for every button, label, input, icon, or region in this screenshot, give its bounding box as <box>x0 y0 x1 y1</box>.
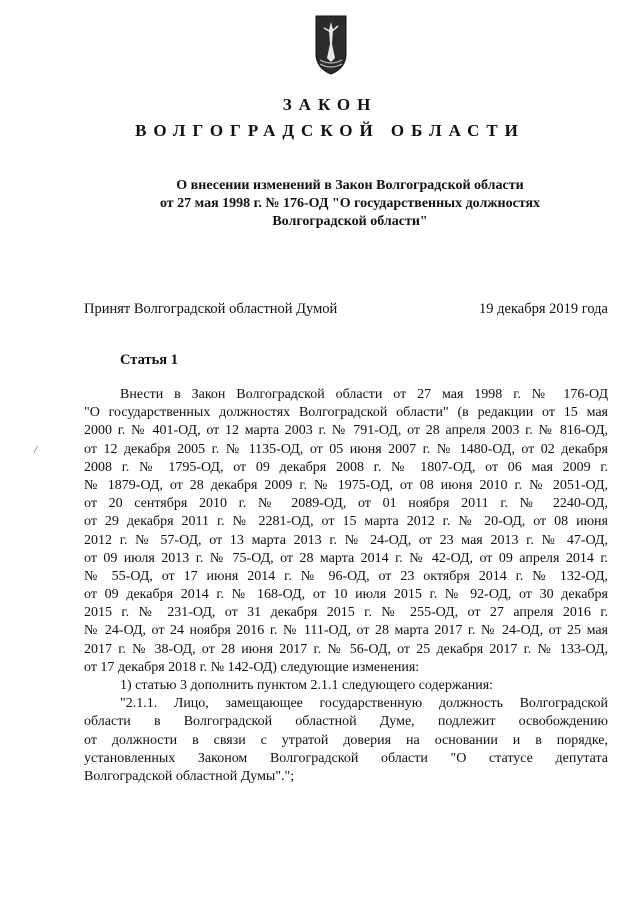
paragraph-line: № 55-ОД, от 17 июня 2014 г. № 96-ОД, от 23 октября 2014 г. № 132-ОД, <box>84 568 608 584</box>
paragraph-line: от 20 сентября 2010 г. № 2089-ОД, от 01 ноября 2011 г. № 2240-ОД, <box>84 496 608 512</box>
paragraph-line: от 29 декабря 2011 г. № 2281-ОД, от 15 марта 2012 г. № 20-ОД, от 08 июня <box>84 514 608 530</box>
quote-line: Волгоградской областной Думы"."; <box>84 768 295 784</box>
paragraph-line: от 09 июля 2013 г. № 75-ОД, от 28 марта 2014 г. № 42-ОД, от 09 апреля 2014 г. <box>84 550 608 566</box>
paragraph-line: 2008 г. № 1795-ОД, от 09 декабря 2008 г. № 1807-ОД, от 06 мая 2009 г. <box>84 459 608 475</box>
paragraph-line: 2012 г. № 57-ОД, от 13 марта 2013 г. № 24-ОД, от 23 мая 2013 г. № 47-ОД, <box>84 532 608 548</box>
subject-line: О внесении изменений в Закон Волгоградской области <box>176 178 524 193</box>
quote-line: области в Волгоградской областной Думе, подлежит освобождению <box>84 714 608 730</box>
adoption-date: 19 декабря 2019 года <box>479 301 608 317</box>
paragraph-line: "О государственных должностях Волгоградской области" (в редакции от 15 мая <box>84 405 608 421</box>
paragraph-line: 2015 г. № 231-ОД, от 31 декабря 2015 г. № 255-ОД, от 27 апреля 2016 г. <box>84 605 608 621</box>
paragraph-line: № 24-ОД, от 24 ноября 2016 г. № 111-ОД, от 28 марта 2017 г. № 24-ОД, от 25 мая <box>84 623 608 639</box>
coat-of-arms-icon <box>314 14 348 76</box>
article-heading: Статья 1 <box>120 352 178 368</box>
subject-line: от 27 мая 1998 г. № 176-ОД "О государственных должностях <box>159 196 541 211</box>
paragraph-line: Внести в Закон Волгоградской области от 27 мая 1998 г. № 176-ОД <box>120 387 608 402</box>
paragraph-line: от 09 декабря 2014 г. № 168-ОД, от 10 июля 2015 г. № 92-ОД, от 30 декабря <box>84 587 608 603</box>
paragraph-line: 2000 г. № 401-ОД, от 12 марта 2003 г. № 791-ОД, от 28 апреля 2003 г. № 816-ОД, <box>84 423 608 439</box>
paragraph-line: 2017 г. № 38-ОД, от 28 июня 2017 г. № 56-ОД, от 25 декабря 2017 г. № 133-ОД, <box>84 641 608 657</box>
paragraph-line: № 1879-ОД, от 28 декабря 2009 г. № 1975-ОД, от 08 июня 2010 г. № 2051-ОД, <box>84 477 608 493</box>
law-region-title: ВОЛГОГРАДСКОЙ ОБЛАСТИ <box>135 121 525 140</box>
quote-line: установленных Законом Волгоградской области "О статусе депутата <box>84 750 608 766</box>
adopted-by: Принят Волгоградской областной Думой <box>84 301 338 317</box>
amendment-item: 1) статью 3 дополнить пунктом 2.1.1 следующего содержания: <box>120 678 494 693</box>
paragraph-line: от 12 декабря 2005 г. № 1135-ОД, от 05 июня 2007 г. № 1480-ОД, от 02 декабря <box>84 441 608 457</box>
law-title: ЗАКОН <box>282 95 378 114</box>
margin-mark: / <box>34 442 38 456</box>
paragraph-line: от 17 декабря 2018 г. № 142-ОД) следующие изменения: <box>84 659 420 675</box>
subject-line: Волгоградской области" <box>272 214 428 229</box>
quote-line: от должности в связи с утратой доверия на основании и в порядке, <box>84 732 608 748</box>
law-subject <box>120 177 580 231</box>
article-body <box>84 386 608 786</box>
quote-line: "2.1.1. Лицо, замещающее государственную должность Волгоградской <box>120 696 608 712</box>
